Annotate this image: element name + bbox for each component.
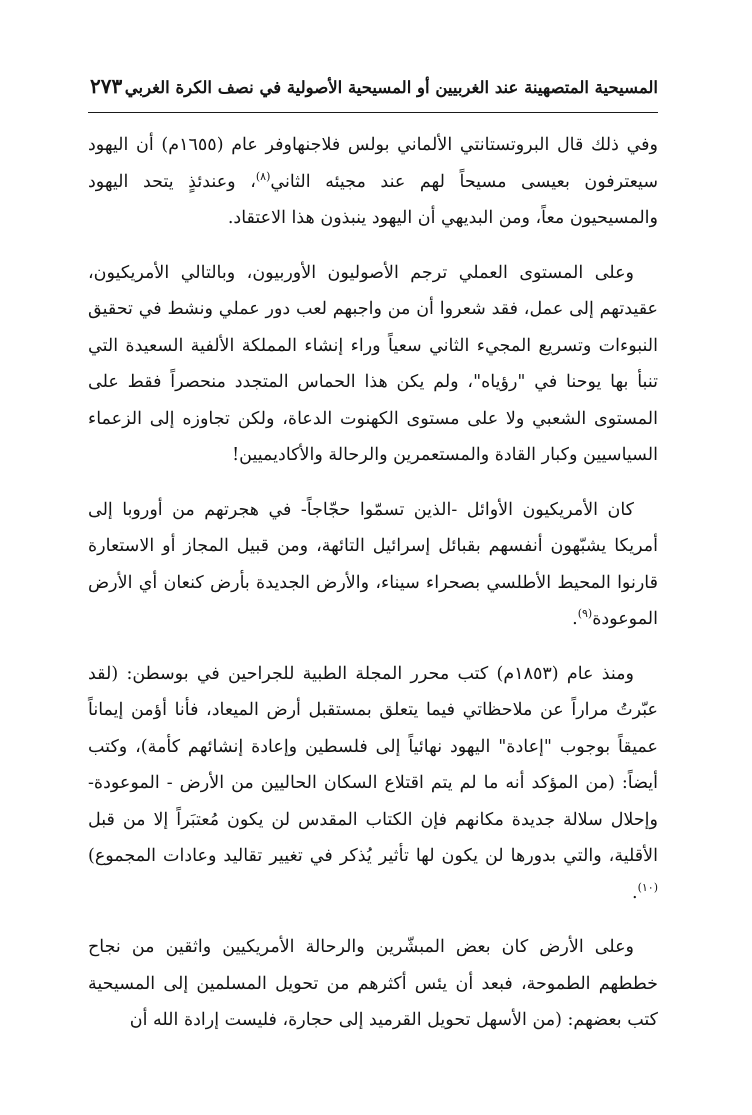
running-title: المسيحية المتصهينة عند الغربيين أو المسيحية الأصولية في نصف الكرة الغربي [124, 78, 658, 97]
footnote-ref-10: (١٠) [637, 880, 658, 894]
paragraph-2 [88, 255, 658, 474]
paragraph-5 [88, 929, 658, 1039]
body-text [88, 127, 658, 1039]
footnote-ref-8: (٨) [255, 169, 271, 183]
paragraph-3-text-b: . [572, 609, 578, 629]
paragraph-5-text: وعلى الأرض كان بعض المبشّرين والرحالة الأمريكيين واثقين من نجاح خططهم الطموحة، فبعد أن يئس أكثرهم من تحويل المسلمين إلى المسيحية كتب بعضهم: (من الأسهل تحويل القرميد إلى حجارة، فليست إرادة الله أن [88, 937, 658, 1030]
footnote-ref-9: (٩) [577, 607, 593, 621]
paragraph-2-text: وعلى المستوى العملي ترجم الأصوليون الأوربيون، وبالتالي الأمريكيون، عقيدتهم إلى عمل، فقد شعروا أن من واجبهم لعب دور عملي ونشط في تحقيق النبوءات وتسريع المجيء الثاني سعياً وراء إنشاء المملكة الألفية السعيدة التي تنبأ بها يوحنا في "رؤياه"، ولم يكن هذا الحماس المتجدد منحصراً فقط على المستوى الشعبي ولا على مستوى الكهنوت الدعاة، ولكن تجاوزه إلى الزعماء السياسيين وكبار القادة والمستعمرين والرحالة والأكاديميين! [88, 262, 658, 465]
paragraph-3-text-a: كان الأمريكيون الأوائل -الذين تسمّوا حجّاجاً- في هجرتهم من أوروبا إلى أمريكا يشبّهون أنفسهم بقبائل إسرائيل التائهة، ومن قبيل المجاز أو الاستعارة قارنوا المحيط الأطلسي بصحراء سيناء، والأرض الجديدة بأرض كنعان أي الأرض الموعودة [88, 499, 658, 629]
page-number: ٢٧٣ [90, 74, 123, 98]
paragraph-4 [88, 656, 658, 912]
paragraph-4-text-a: ومنذ عام (١٨٥٣م) كتب محرر المجلة الطبية للجراحين في بوسطن: (لقد عبّرتُ مراراً عن ملاحظاتي فيما يتعلق بمستقبل أرض الميعاد، فأنا أؤمن إيماناً عميقاً بوجوب "إعادة" اليهود نهائياً إلى فلسطين وإعادة إنشائهم كأمة)، وكتب أيضاً: (من المؤكد أنه ما لم يتم اقتلاع السكان الحاليين من الأرض - الموعودة- وإحلال سلالة جديدة مكانهم فإن الكتاب المقدس لن يكون مُعتبَراً إلا من قبل الأقلية، والتي بدورها لن يكون لها تأثير يُذكر في تغيير تقاليد وعادات المجموع) [88, 663, 658, 866]
paragraph-3 [88, 492, 658, 638]
running-head [88, 60, 658, 113]
paragraph-1-text-a: وفي ذلك قال البروتستانتي الألماني بولس فلاجنهاوفر عام (١٦٥٥م) أن اليهود سيعترفون بعيسى مسيحاً لهم عند مجيئه الثاني [88, 135, 658, 192]
paragraph-1 [88, 127, 658, 237]
book-page [88, 60, 658, 1057]
paragraph-1-text-b: ، وعندئذٍ يتحد اليهود والمسيحيون معاً، ومن البديهي أن اليهود ينبذون هذا الاعتقاد. [88, 171, 658, 228]
paragraph-4-text-b: . [632, 882, 638, 903]
